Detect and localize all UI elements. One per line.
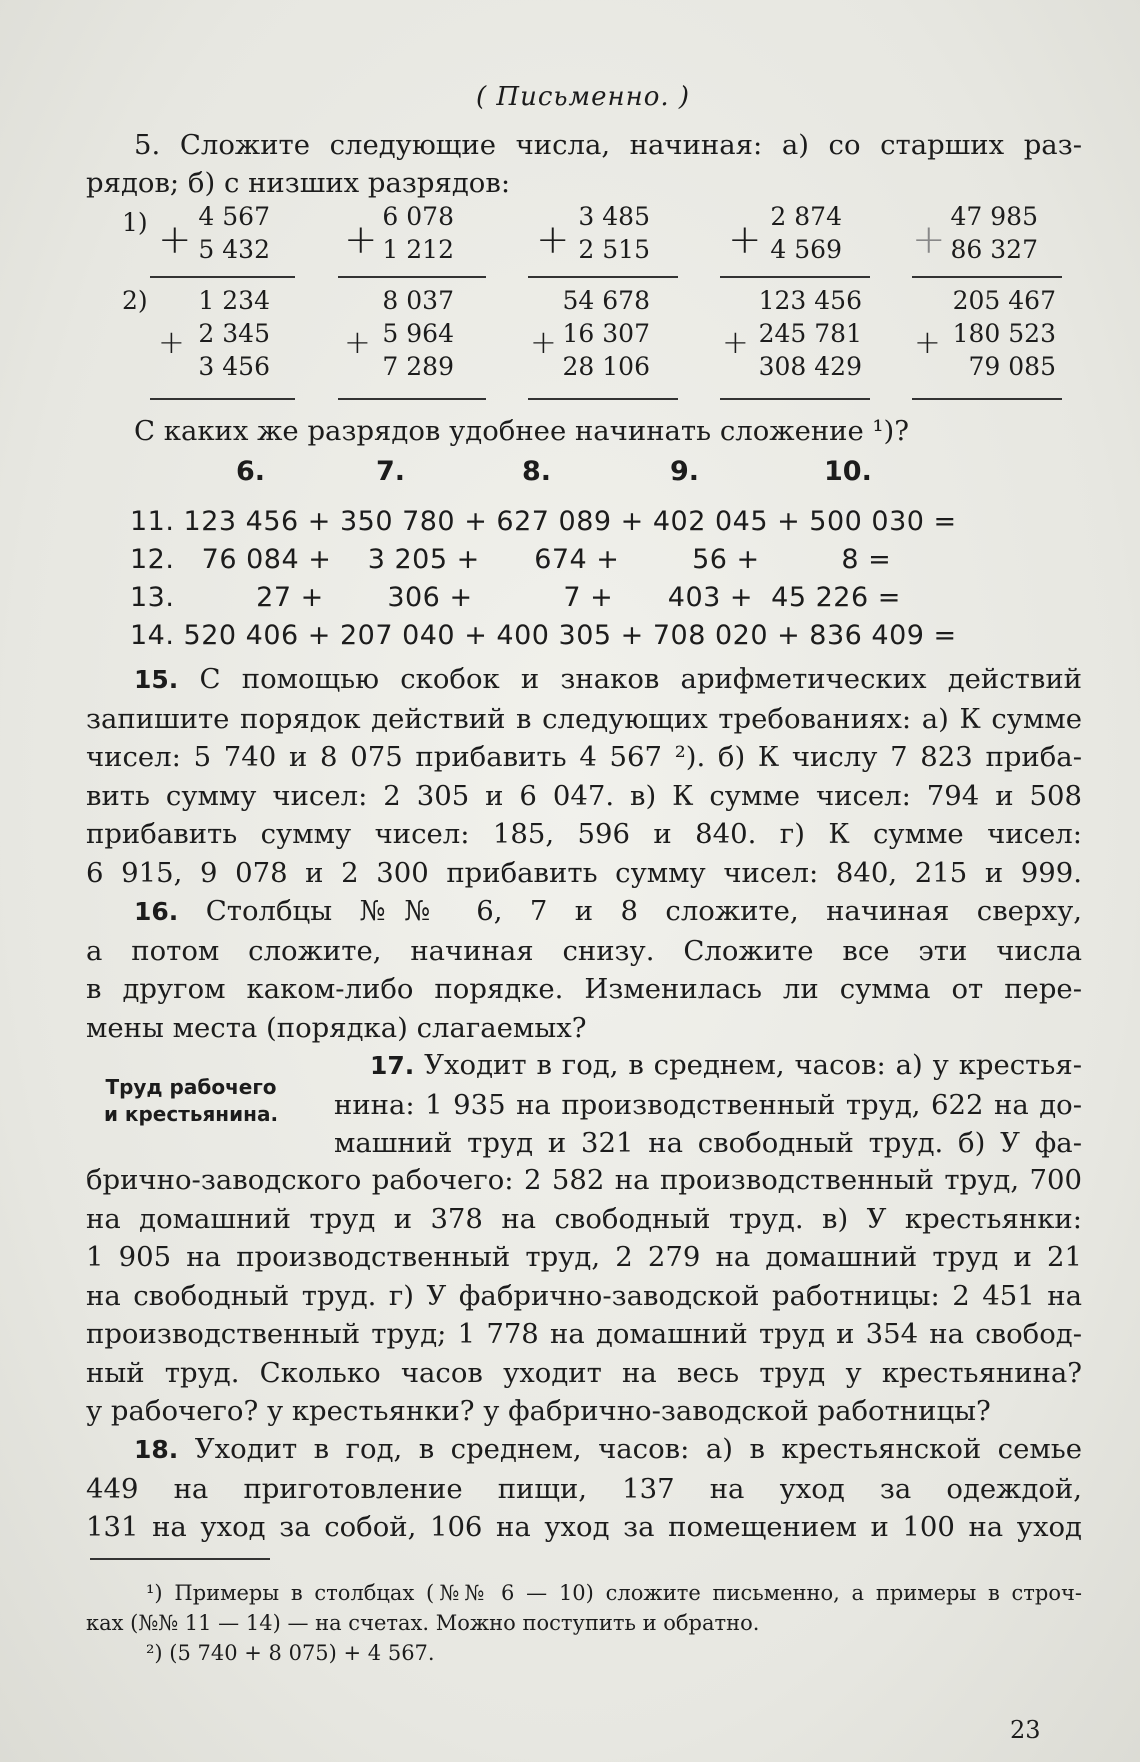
- ex16-line: а потом сложите, начиная снизу. Сложите все эти числа: [86, 934, 1082, 967]
- addend-1: 8 037: [382, 286, 454, 315]
- sum-line: [528, 276, 678, 278]
- footnote-line: ²) (5 740 + 8 075) + 4 567.: [146, 1641, 435, 1665]
- ex16: [86, 892, 1082, 1047]
- ex5-question: С каких же разрядов удобнее начинать сложение ¹)?: [134, 415, 910, 447]
- column-number: 6.: [236, 456, 266, 487]
- addend-3: 79 085: [968, 352, 1056, 381]
- addend-2: 16 307: [562, 319, 650, 348]
- ex17-line: нина: 1 935 на производственный труд, 622 на до-: [334, 1088, 1082, 1121]
- ex17-line: ный труд. Сколько часов уходит на весь труд у крестьянина?: [86, 1356, 1082, 1389]
- addend-1: 1 234: [198, 286, 270, 315]
- addend-3: 7 289: [382, 352, 454, 381]
- ex17-head: [334, 1046, 1082, 1163]
- page-number: 23: [1010, 1716, 1041, 1744]
- ex15-line: вить сумму чисел: 2 305 и 6 047. в) К сумме чисел: 794 и 508: [86, 779, 1082, 812]
- row2-label: 2): [122, 286, 148, 315]
- sum-line: [528, 398, 678, 400]
- ex15-line: прибавить сумму чисел: 185, 596 и 840. г) К сумме чисел:: [86, 818, 1082, 850]
- ex16-line: мены места (порядка) слагаемых?: [86, 1011, 587, 1044]
- addend-bottom: 1 212: [382, 235, 454, 264]
- addend-2: 5 964: [382, 319, 454, 348]
- addend-bottom: 4 569: [770, 235, 842, 264]
- ex18-number: 18.: [134, 1435, 179, 1464]
- margin-note: [86, 1074, 296, 1128]
- addend-2: 2 345: [198, 319, 270, 348]
- addend-1: 123 456: [758, 286, 862, 315]
- sum-line: [720, 398, 870, 400]
- addend-top: 47 985: [950, 202, 1038, 231]
- sum-line: [912, 276, 1062, 278]
- ex16-number: 16.: [134, 897, 179, 926]
- ex5-line2: рядов; б) с низших разрядов:: [86, 167, 511, 199]
- ex16-line: в другом каком-либо порядке. Изменилась ли сумма от пере-: [86, 973, 1082, 1005]
- sum-line: [912, 398, 1062, 400]
- plus-sign: +: [722, 323, 749, 361]
- plus-sign: +: [914, 323, 941, 361]
- ex15-line: запишите порядок действий в следующих требованиях: а) К сумме: [86, 702, 1082, 735]
- ex17-line: на свободный труд. г) У фабрично-заводской работницы: 2 451 на: [86, 1279, 1082, 1312]
- addend-bottom: 86 327: [950, 235, 1038, 264]
- ex17-line: машний труд и 321 на свободный труд. б) У фа-: [334, 1127, 1082, 1159]
- plus-sign: +: [530, 323, 557, 361]
- row-12: 12. 76 084 + 3 205 + 674 + 56 + 8 =: [130, 544, 892, 575]
- margin-note-line: и крестьянина.: [103, 1102, 279, 1126]
- ex15: [86, 660, 1082, 892]
- sum-line: [150, 398, 295, 400]
- sum-line: [150, 276, 295, 278]
- addend-bottom: 2 515: [578, 235, 650, 264]
- plus-sign: +: [728, 217, 762, 263]
- addend-2: 245 781: [758, 319, 862, 348]
- row-11: 11. 123 456 + 350 780 + 627 089 + 402 045 + 500 030 =: [130, 506, 957, 537]
- ex17-line: на домашний труд и 378 на свободный труд. в) У крестьянки:: [86, 1202, 1082, 1235]
- footnote-divider: [90, 1558, 270, 1560]
- addend-top: 3 485: [578, 202, 650, 231]
- ex17-line: у рабочего? у крестьянки? у фабрично-заводской работницы?: [86, 1395, 991, 1427]
- ex5-line1: 5. Сложите следующие числа, начиная: а) со старших раз-: [134, 129, 1082, 161]
- plus-sign: +: [344, 217, 378, 263]
- addend-1: 54 678: [562, 286, 650, 315]
- margin-note-line: Труд рабочего: [105, 1075, 277, 1099]
- addend-1: 205 467: [952, 286, 1056, 315]
- ex18-line: 18. Уходит в год, в среднем, часов: а) в крестьянской семье: [134, 1433, 1082, 1465]
- ex15-line: 15. С помощью скобок и знаков арифметических действий: [134, 663, 1082, 695]
- addend-bottom: 5 432: [198, 235, 270, 264]
- addend-2: 180 523: [952, 319, 1056, 348]
- section-heading: ( Письменно. ): [476, 82, 691, 112]
- ex17-line: 17. Уходит в год, в среднем, часов: а) у крестья-: [370, 1049, 1082, 1081]
- plus-sign: +: [158, 323, 185, 361]
- column-number: 8.: [522, 456, 552, 487]
- sum-line: [338, 398, 486, 400]
- addend-top: 4 567: [198, 202, 270, 231]
- plus-sign: +: [536, 217, 570, 263]
- addend-3: 3 456: [198, 352, 270, 381]
- row-14: 14. 520 406 + 207 040 + 400 305 + 708 020 + 836 409 =: [130, 620, 957, 651]
- column-number: 7.: [376, 456, 406, 487]
- row1-label: 1): [122, 208, 148, 237]
- ex17-body: [86, 1161, 1082, 1431]
- plus-sign: +: [158, 217, 192, 263]
- footnote-line: ках (№№ 11 — 14) — на счетах. Можно поступить и обратно.: [86, 1611, 760, 1635]
- addend-3: 28 106: [562, 352, 650, 381]
- ex18-line: 449 на приготовление пищи, 137 на уход за одеждой,: [86, 1472, 1082, 1505]
- ex17-line: 1 905 на производственный труд, 2 279 на домашний труд и 21: [86, 1241, 1082, 1273]
- plus-sign: +: [344, 323, 371, 361]
- ex17-line: производственный труд; 1 778 на домашний труд и 354 на свобод-: [86, 1318, 1082, 1350]
- ex16-line: 16. Столбцы №№ 6, 7 и 8 сложите, начиная сверху,: [134, 895, 1082, 927]
- ex15-line: чисел: 5 740 и 8 075 прибавить 4 567 ²). б) К числу 7 823 приба-: [86, 741, 1082, 773]
- sum-line: [720, 276, 870, 278]
- addend-3: 308 429: [758, 352, 862, 381]
- ex15-line: 6 915, 9 078 и 2 300 прибавить сумму чисел: 840, 215 и 999.: [86, 856, 1082, 889]
- footnote-line: ¹) Примеры в столбцах (№№ 6 — 10) сложите письменно, а примеры в строч-: [146, 1581, 1082, 1605]
- addend-top: 6 078: [382, 202, 454, 231]
- footnotes: [86, 1578, 1082, 1668]
- plus-sign: +: [912, 217, 946, 263]
- addend-top: 2 874: [770, 202, 842, 231]
- ex17-line: брично-заводского рабочего: 2 582 на производственный труд, 700: [86, 1164, 1082, 1196]
- column-number: 9.: [670, 456, 700, 487]
- ex18: [86, 1430, 1082, 1547]
- row-13: 13. 27 + 306 + 7 + 403 + 45 226 =: [130, 582, 901, 613]
- ex17-number: 17.: [370, 1051, 415, 1080]
- ex15-number: 15.: [134, 665, 179, 694]
- ex18-line: 131 на уход за собой, 106 на уход за помещением и 100 на уход: [86, 1511, 1082, 1543]
- column-number: 10.: [824, 456, 872, 487]
- sum-line: [338, 276, 486, 278]
